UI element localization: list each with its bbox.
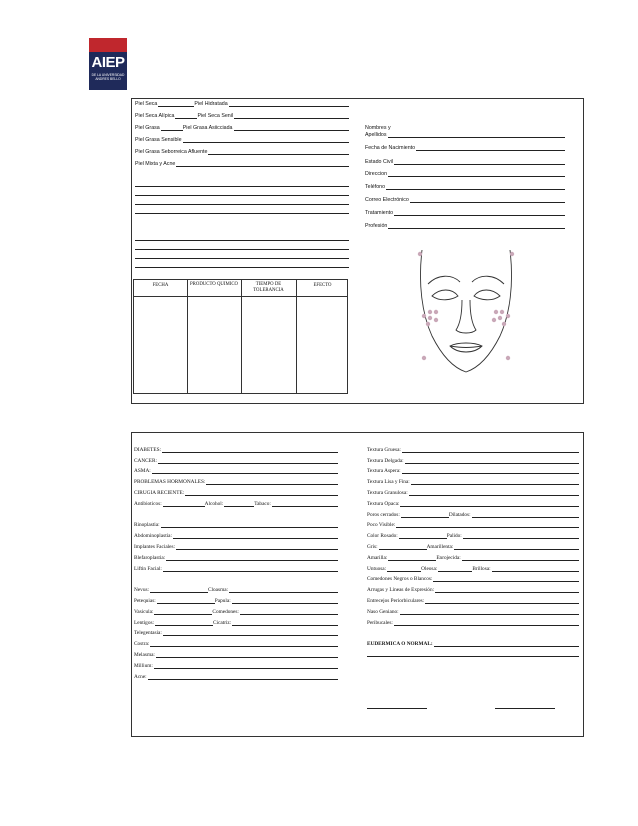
field-line [176, 160, 349, 167]
oiliness-row [367, 565, 579, 572]
blank-line [135, 186, 349, 187]
field-line [229, 586, 338, 593]
field-label: Textura Opaca: [367, 500, 400, 507]
field-label: Fecha de Nacimiento [365, 145, 416, 151]
treatment-table [133, 279, 348, 394]
field-line [206, 478, 338, 485]
field-label: CANCER: [134, 457, 157, 464]
personal-field-row [365, 209, 565, 216]
skin-type-row [135, 160, 349, 167]
field-line [399, 532, 447, 539]
alteration-pair-row [134, 608, 338, 615]
field-line [463, 532, 579, 539]
field-label: Gris: [367, 544, 378, 550]
field-line [173, 532, 338, 539]
field-label: Blefaroplastia: [134, 554, 166, 561]
field-label: Oleosa: [421, 565, 438, 572]
characteristics-row [367, 500, 579, 507]
field-line [394, 209, 565, 216]
field-line [409, 489, 579, 496]
field-label: Direccion [365, 171, 388, 177]
field-line [405, 457, 579, 464]
alteration-row [134, 673, 338, 680]
field-label: Textura Aspera: [367, 468, 401, 475]
field-line [163, 565, 338, 572]
field-line [434, 640, 579, 647]
field-line [492, 565, 579, 572]
surgery-row [134, 543, 338, 550]
field-line [272, 500, 338, 507]
characteristics-row [367, 619, 579, 626]
field-label: Arrugas y Lineas de Expresión: [367, 587, 435, 594]
skin-type-row [135, 100, 349, 107]
skin-type-row [135, 112, 349, 119]
field-label: Poros cerrados: [367, 511, 400, 518]
table-header-efecto: EFECTO [313, 283, 332, 288]
field-label: Poco Visible: [367, 522, 396, 529]
field-label: Estado Civil [365, 159, 393, 165]
pathology-row [134, 457, 338, 464]
field-line [155, 619, 213, 626]
field-label: Profesión [365, 223, 388, 229]
field-label: Naso Geniano: [367, 608, 399, 615]
field-line [157, 597, 215, 604]
field-line [175, 112, 197, 119]
field-label: Brillosa: [472, 565, 491, 572]
field-label: Piel Seca [135, 101, 158, 107]
pathology-row [134, 478, 338, 485]
field-label: Piel Grasa [135, 125, 160, 131]
blank-line [367, 708, 427, 709]
field-line [400, 500, 579, 507]
field-label: Color Rosado: [367, 533, 398, 540]
field-label: Piel Hidratada [194, 101, 228, 107]
field-label: Telegentasia: [134, 630, 162, 637]
field-line [208, 148, 349, 155]
field-line [388, 170, 565, 177]
field-line [433, 575, 579, 582]
field-label: Nevus: [134, 587, 150, 594]
characteristics-row [367, 608, 579, 615]
field-line [435, 586, 579, 593]
field-label: Palido: [446, 533, 462, 540]
field-label: Vasicula: [134, 608, 154, 615]
blank-line [367, 656, 579, 657]
field-label: Petequias: [134, 598, 156, 604]
blank-line [135, 240, 349, 241]
field-line [416, 144, 565, 151]
field-label: EUDERMICA O NORMAL: [367, 641, 433, 648]
field-label: Comedones: [212, 608, 239, 615]
field-label: CIRUGIA RECIENTE: [134, 490, 185, 496]
field-line [388, 131, 566, 138]
field-line [158, 457, 338, 464]
field-line [232, 619, 338, 626]
biotype-row [367, 640, 579, 647]
field-line [166, 554, 338, 561]
field-label: Antibioticos: [134, 500, 162, 507]
characteristics-row [367, 586, 579, 593]
field-line [454, 543, 579, 550]
field-label: Textura Delgada: [367, 457, 404, 464]
characteristics-row [367, 446, 579, 453]
field-label: Piel Grasa Asiicciada [182, 125, 233, 131]
field-label: Acne: [134, 673, 147, 680]
characteristics-row [367, 575, 579, 582]
field-label: Tratamiento [365, 210, 394, 216]
field-line [152, 467, 338, 474]
alteration-row [134, 629, 338, 636]
table-header-rule [134, 296, 347, 297]
blank-line [135, 249, 349, 250]
field-label: Dilatados: [448, 511, 471, 518]
field-label: Implantes Faciales: [134, 544, 176, 550]
field-label: Untuosa: [367, 565, 387, 572]
field-label: Alcohol: [204, 500, 224, 507]
field-line [462, 554, 579, 561]
field-line [154, 662, 338, 669]
pathology-row [134, 446, 338, 453]
field-line [224, 500, 254, 507]
form2-content [131, 432, 584, 737]
field-line [154, 608, 212, 615]
alteration-pair-row [134, 619, 338, 626]
field-line [394, 619, 579, 626]
field-label: Melasma: [134, 652, 155, 658]
field-label: Lentigos: [134, 619, 155, 626]
field-line [472, 511, 579, 518]
characteristics-row [367, 478, 579, 485]
field-label: Textura Gruesa: [367, 446, 401, 453]
blank-line [135, 258, 349, 259]
field-label: Cicatriz: [213, 619, 232, 626]
field-label: Millium: [134, 662, 153, 669]
field-line [425, 597, 579, 604]
field-line [162, 446, 338, 453]
field-line [161, 521, 338, 528]
field-line [394, 158, 565, 165]
field-line [234, 124, 350, 131]
field-label: Amarillenta: [426, 544, 454, 550]
surgery-row [134, 554, 338, 561]
alteration-row [134, 662, 338, 669]
field-label: Peribucales: [367, 619, 393, 626]
field-label: Liftin Facial: [134, 565, 162, 572]
alteration-pair-row [134, 597, 338, 604]
characteristics-pair-row [367, 543, 579, 550]
blank-line [135, 204, 349, 205]
characteristics-pair-row [367, 532, 579, 539]
skin-type-row [135, 136, 349, 143]
personal-field-row [365, 131, 565, 138]
face-illustration [408, 244, 524, 376]
field-label: Costra: [134, 641, 150, 648]
logo-subtitle: DE LA UNIVERSIDAD ANDRES BELLO [91, 73, 125, 81]
characteristics-row [367, 457, 579, 464]
field-line [176, 543, 338, 550]
alteration-row [134, 640, 338, 647]
field-label: Piel Seca Alípica [135, 113, 175, 119]
blank-line [135, 213, 349, 214]
field-label: DIABETES: [134, 446, 162, 453]
characteristics-pair-row [367, 554, 579, 561]
field-line [401, 511, 449, 518]
field-label: Textura Lisa y Fina: [367, 479, 410, 486]
alteration-pair-row [134, 586, 338, 593]
field-line [388, 222, 565, 229]
surgery-row [134, 532, 338, 539]
field-line [410, 196, 565, 203]
field-label: Apellidos [365, 132, 387, 138]
table-header-fecha: FECHA [152, 283, 169, 288]
field-label: Enrojecida: [436, 554, 461, 561]
field-line [158, 100, 194, 107]
field-line [386, 183, 565, 190]
field-line [438, 565, 472, 572]
blank-line [495, 708, 555, 709]
field-label: Piel Mixta y Acne [135, 161, 176, 167]
field-label: Correo Electrónico [365, 197, 409, 203]
field-label: Piel Seca Senil [197, 113, 234, 119]
field-line [232, 597, 338, 604]
field-label: Piel Grasa Seborreica Afluente [135, 149, 208, 155]
field-label: Entrecejos Periorbiculares: [367, 598, 425, 604]
field-line [234, 112, 349, 119]
field-label: Tabaco: [254, 500, 271, 507]
table-header-tiempo: TIEMPO DE TOLERANCIA [253, 282, 284, 293]
alteration-row [134, 651, 338, 658]
field-label: Abdominoplastia: [134, 533, 172, 540]
field-label: Textura Granulosa: [367, 490, 408, 496]
characteristics-row [367, 489, 579, 496]
field-label: Comedones Negros o Blancos: [367, 576, 433, 583]
field-label: PROBLEMAS HORMONALES: [134, 479, 206, 486]
characteristics-pair-row [367, 511, 579, 518]
aiep-logo [89, 38, 127, 90]
personal-field-row [365, 222, 565, 229]
pathology-row [134, 489, 338, 496]
field-line [396, 521, 579, 528]
field-line [150, 640, 338, 647]
skin-type-row [135, 148, 349, 155]
field-label: Cloasma: [208, 587, 229, 594]
personal-field-row [365, 170, 565, 177]
field-label: ASMA: [134, 468, 151, 475]
field-line [387, 565, 421, 572]
habits-row [134, 500, 338, 507]
surgery-row [134, 521, 338, 528]
characteristics-row [367, 597, 579, 604]
personal-field-label: Nombres y [365, 125, 391, 131]
field-line [150, 586, 208, 593]
field-label: Papula: [214, 598, 231, 604]
surgery-row [134, 565, 338, 572]
characteristics-pair-row [367, 521, 579, 528]
field-line [240, 608, 338, 615]
personal-field-row [365, 183, 565, 190]
logo-text: AIEP [91, 54, 125, 71]
field-line [163, 500, 205, 507]
field-line [402, 467, 579, 474]
field-line [148, 673, 338, 680]
field-line [402, 446, 579, 453]
field-label: Amarilla: [367, 554, 388, 561]
field-line [400, 608, 579, 615]
field-line [229, 100, 349, 107]
field-line [388, 554, 436, 561]
personal-field-row [365, 144, 565, 151]
field-line [183, 136, 349, 143]
blank-line [135, 195, 349, 196]
field-line [163, 629, 338, 636]
blank-line [135, 267, 349, 268]
pathology-row [134, 467, 338, 474]
skin-type-row [135, 124, 349, 131]
field-line [379, 543, 427, 550]
characteristics-row [367, 467, 579, 474]
field-line [156, 651, 338, 658]
field-line [185, 489, 338, 496]
table-header-producto: PRODUCTO QUIMICO [189, 282, 239, 287]
logo-roof-shape [89, 38, 127, 52]
field-label: Piel Grasa Sensible [135, 137, 182, 143]
personal-field-row [365, 196, 565, 203]
field-line [161, 124, 183, 131]
field-label: Teléfono [365, 184, 386, 190]
field-line [411, 478, 579, 485]
personal-field-row [365, 158, 565, 165]
field-label: Rinoplastia: [134, 522, 160, 529]
